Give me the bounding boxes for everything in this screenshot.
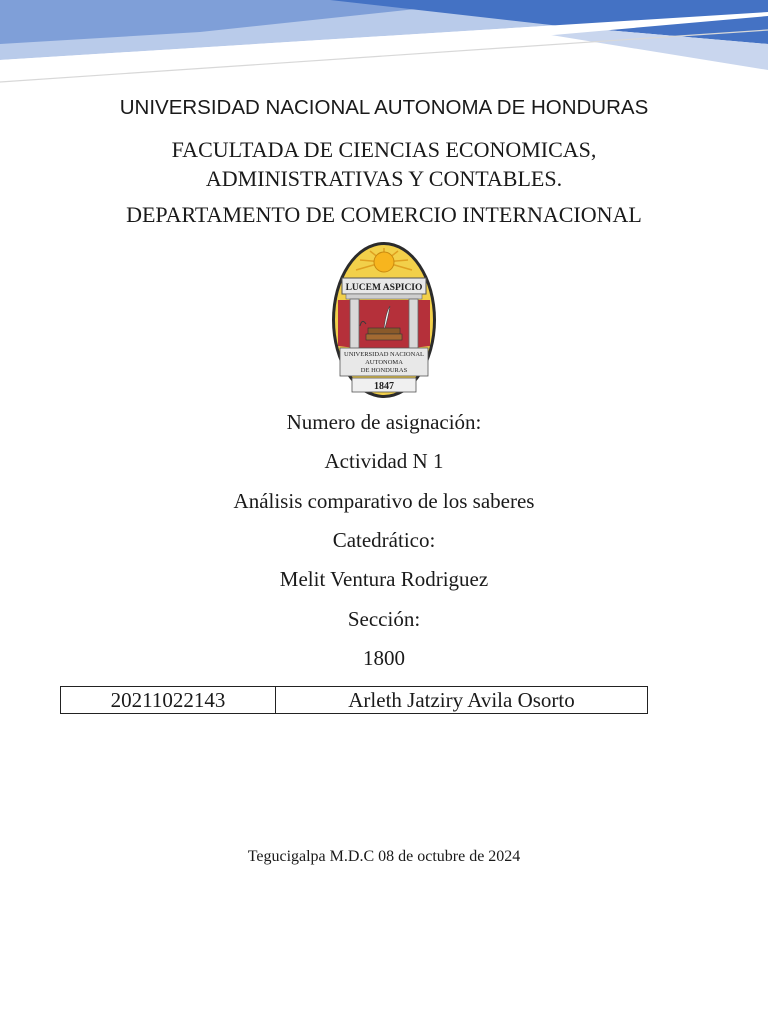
- table-row: [61, 687, 648, 714]
- activity-topic: Análisis comparativo de los saberes: [233, 489, 535, 513]
- svg-text:UNIVERSIDAD NACIONAL: UNIVERSIDAD NACIONAL: [344, 351, 424, 358]
- professor-name: Melit Ventura Rodriguez: [279, 567, 489, 591]
- faculty-name: [0, 135, 768, 193]
- student-table: [60, 686, 648, 714]
- svg-text:DE HONDURAS: DE HONDURAS: [360, 367, 408, 374]
- section-value: 1800: [363, 646, 405, 670]
- student-id: 20211022143: [61, 687, 276, 714]
- university-name: UNIVERSIDAD NACIONAL AUTONOMA DE HONDURAS: [119, 96, 649, 119]
- assignment-number-label: Numero de asignación:: [286, 410, 482, 434]
- student-name: Arleth Jatziry Avila Osorto: [276, 687, 648, 714]
- professor-label: Catedrático:: [332, 528, 436, 552]
- faculty-line-1: FACULTADA DE CIENCIAS ECONOMICAS,: [171, 137, 597, 162]
- faculty-line-2: ADMINISTRATIVAS Y CONTABLES.: [205, 166, 563, 191]
- svg-text:1847: 1847: [374, 381, 394, 392]
- university-seal-logo: [330, 240, 438, 400]
- svg-text:AUTONOMA: AUTONOMA: [365, 359, 403, 366]
- svg-text:LUCEM ASPICIO: LUCEM ASPICIO: [345, 283, 423, 293]
- activity-title: Actividad N 1: [324, 449, 444, 473]
- section-label: Sección:: [347, 607, 421, 631]
- department-name: DEPARTAMENTO DE COMERCIO INTERNACIONAL: [126, 202, 642, 227]
- header-banner: [0, 0, 768, 90]
- place-and-date: Tegucigalpa M.D.C 08 de octubre de 2024: [247, 848, 521, 865]
